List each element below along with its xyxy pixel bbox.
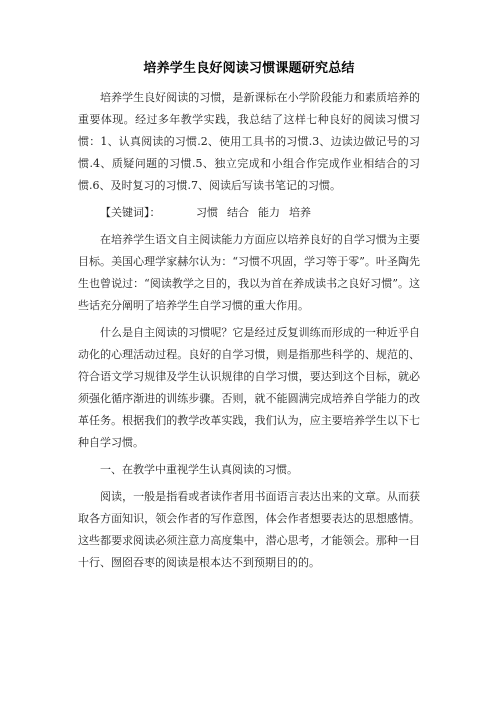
section-heading-1: 一、在教学中重视学生认真阅读的习惯。 xyxy=(100,463,298,476)
document-title: 培养学生良好阅读习惯课题研究总结 xyxy=(143,61,355,76)
keyword-item: 习惯 xyxy=(196,206,218,219)
keyword-item: 结合 xyxy=(227,206,249,219)
keyword-item: 培养 xyxy=(289,206,311,219)
body-paragraph-4: 阅读，一般是指看或者读作者用书面语言表达出来的文章。从而获取各方面知识，领会作者的写作意图，体会作者想要表达的思想感情。这些都要求阅读必须注意力高度集中，潜心思考，才能领会。那种一目十行、囫囵吞枣的阅读是根本达不到预期目的的。 xyxy=(78,490,420,569)
keyword-item: 能力 xyxy=(258,206,280,219)
keywords-label: 【关键词】： xyxy=(100,206,161,219)
document-page xyxy=(78,60,420,579)
keywords-line xyxy=(78,202,420,224)
body-paragraph-3: 什么是自主阅读的习惯呢？它是经过反复训练而形成的一种近乎自动化的心理活动过程。良好的自学习惯，则是指那些科学的、规范的、符合语文学习规律及学生认识规律的自学习惯，要达到这个目标，就必须强化循序渐进的训练步骤。否则，就不能圆满完成培养自学能力的改革任务。根据我们的教学改革实践，我们认为，应主要培养学生以下七种自学习惯。 xyxy=(78,326,420,449)
intro-paragraph: 培养学生良好阅读的习惯，是新课标在小学阶段能力和素质培养的重要体现。经过多年教学实践，我总结了这样七种良好的阅读习惯习惯：1、认真阅读的习惯.2、使用工具书的习惯.3、边读边做记号的习惯.4、质疑问题的习惯.5、独立完成和小组合作完成作业相结合的习惯.6、及时复习的习惯.7、阅读后写读书笔记的习惯。 xyxy=(78,91,420,192)
body-paragraph-2: 在培养学生语文自主阅读能力方面应以培养良好的自学习惯为主要目标。美国心理学家赫尔认为：“习惯不巩固，学习等于零”。叶圣陶先生也曾说过：“阅读教学之目的，我以为首在养成读书之良好习惯”。这些话充分阐明了培养学生自学习惯的重大作用。 xyxy=(78,233,420,312)
